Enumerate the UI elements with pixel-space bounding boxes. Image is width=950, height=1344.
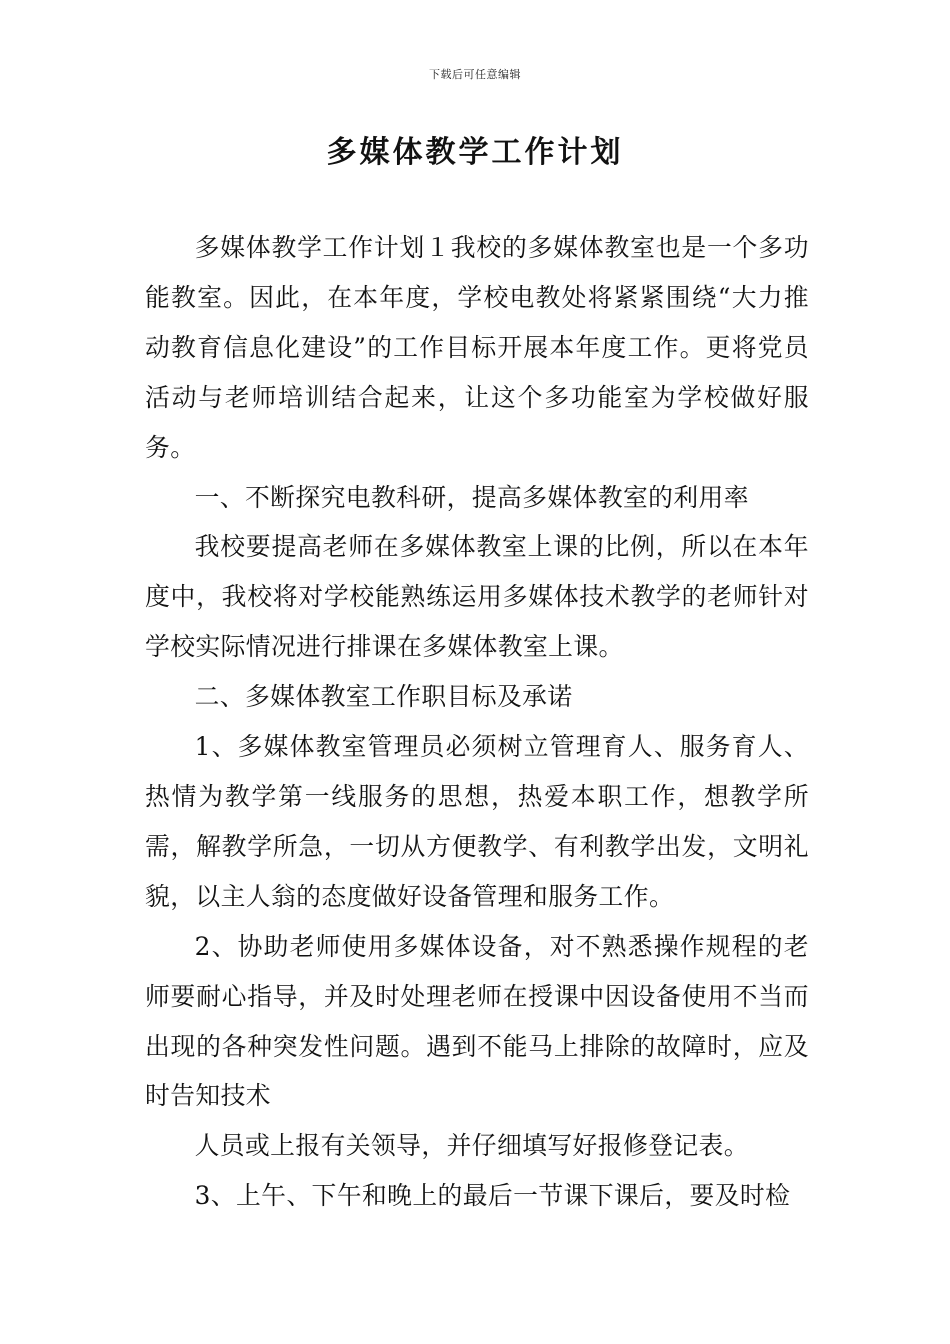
paragraph-item-1: 1、多媒体教室管理员必须树立管理育人、服务育人、热情为教学第一线服务的思想，热爱本职工作，想教学所需，解教学所急，一切从方便教学、有利教学出发，文明礼貌，以主人翁的态度做好设备管理和服务工作。	[145, 732, 809, 911]
paragraph-item-2: 2、协助老师使用多媒体设备，对不熟悉操作规程的老师要耐心指导，并及时处理老师在授课中因设备使用不当而出现的各种突发性问题。遇到不能马上排除的故障时，应及时告知技术	[145, 931, 809, 1111]
page-header-note: 下载后可任意编辑	[429, 68, 521, 81]
document-body	[145, 223, 809, 1221]
paragraph-item-3: 3、上午、下午和晚上的最后一节课下课后，要及时检	[194, 1181, 791, 1211]
section-heading-2: 二、多媒体教室工作职目标及承诺	[194, 682, 573, 712]
section-heading-1: 一、不断探究电教科研，提高多媒体教室的利用率	[194, 482, 749, 512]
paragraph-intro: 多媒体教学工作计划１我校的多媒体教室也是一个多功能教室。因此，在本年度，学校电教处将紧紧围绕“大力推动教育信息化建设”的工作目标开展本年度工作。更将党员活动与老师培训结合起来，让这个多功能室为学校做好服务。	[145, 233, 809, 462]
paragraph-item-2-continued: 人员或上报有关领导，并仔细填写好报修登记表。	[194, 1131, 749, 1161]
document-title: 多媒体教学工作计划	[326, 135, 624, 170]
paragraph-section-1: 我校要提高老师在多媒体教室上课的比例，所以在本年度中，我校将对学校能熟练运用多媒体技术教学的老师针对学校实际情况进行排课在多媒体教室上课。	[145, 532, 809, 662]
